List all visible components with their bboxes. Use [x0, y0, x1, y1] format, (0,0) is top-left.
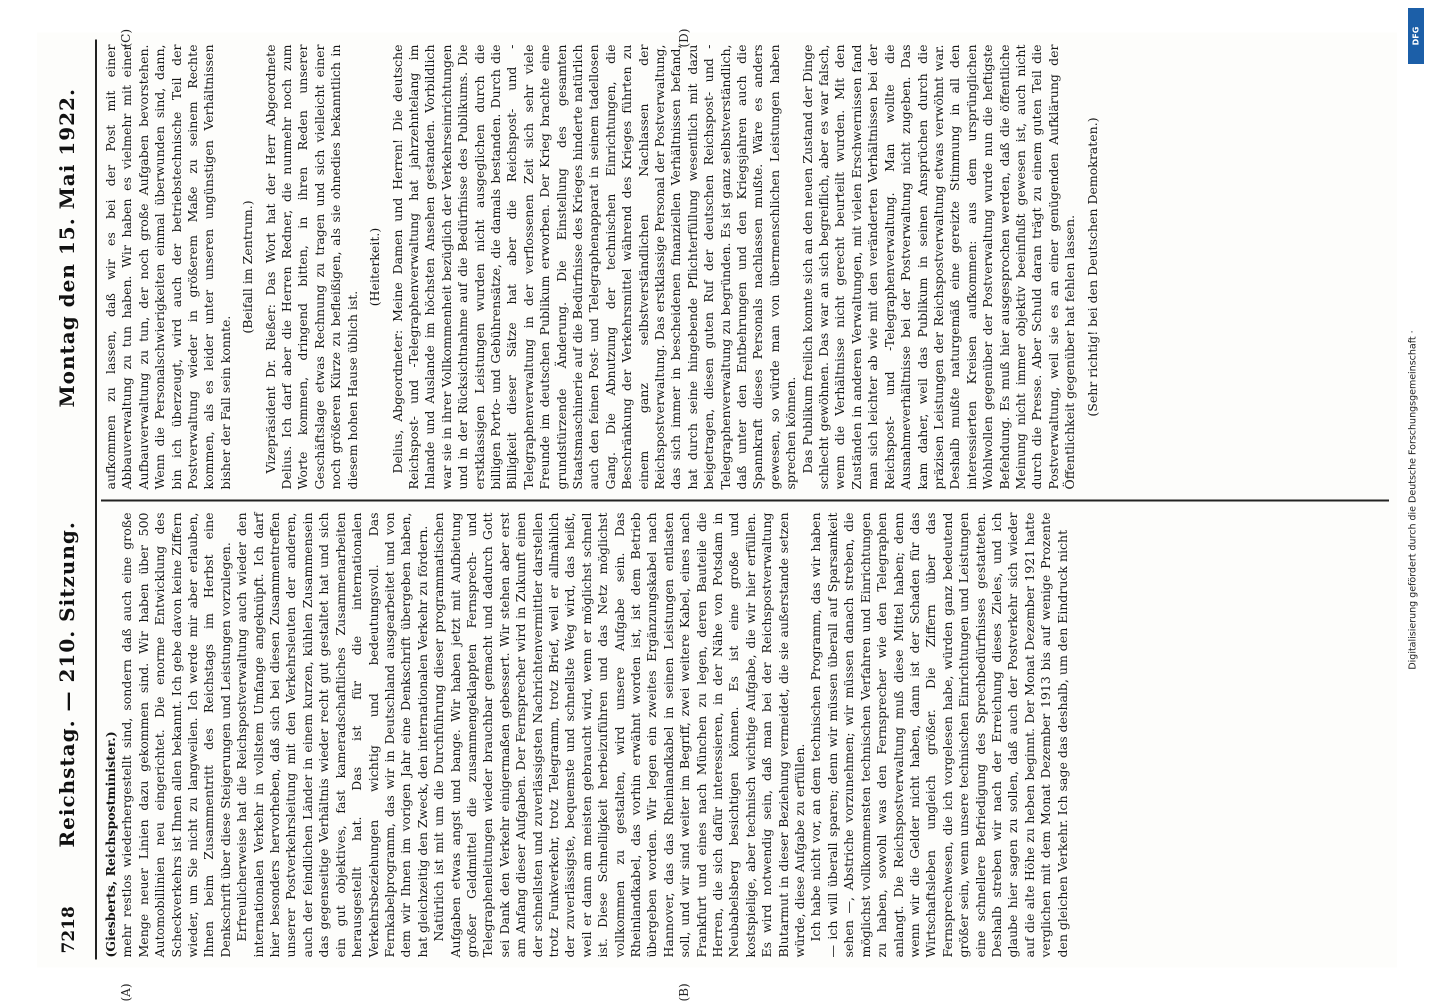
margin-mark-b: (B) [677, 983, 691, 1002]
paragraph: Das Publikum freilich konnte sich an den neuen Zustand der Dinge schlecht gewöhnen. Das war an sich begreiflich, aber es war falsch, wenn die Verhältnisse nicht gerecht beurteilt wurden. Mit den Zuständen in anderen Verwaltungen, mit vielen Erschwernissen fand man sich leichter ab wie mit den veränderten Verhältnissen bei der Reichspost- und -Telegraphenverwaltung. Man wollte die Ausnahmeverhältnisse bei der Postverwaltung nicht zugeben. Das kam daher, weil das Publikum in seinen Ansprüchen durch die präzisen Leistungen der Reichspostverwaltung etwas verwöhnt war. Deshalb mußte naturgemäß eine gereizte Stimmung in all den interessierten Kreisen aufkommen: aus dem ursprünglichen Wohlwollen gegenüber der Postverwaltung wurde nun die heftigste Befehdung. Es muß hier ausgesprochen werden, daß die öffentliche Meinung nicht immer objektiv beeinflußt gewesen ist, auch nicht durch die Presse. Aber Schuld daran trägt zu einem guten Teil die Postverwaltung, weil sie es an einer genügenden Aufklärung der Öffentlichkeit gegenüber hat fehlen lassen. [799, 44, 1078, 490]
margin-mark-c: (C) [119, 28, 133, 48]
interjection: (Beifall im Zentrum.) [240, 200, 256, 334]
margin-mark-a: (A) [119, 983, 133, 1002]
interjection: (Sehr richtig! bei den Deutschen Demokraten.) [1084, 117, 1100, 417]
credit-text: Digitalisierung gefördert durch die Deutsche Forschungsgemeinschaft · [1407, 330, 1419, 670]
paragraph: Ich habe nicht vor, an dem technischen Programm, das wir haben — ich will überall sparen; denn wir müssen überall auf Sparsamkeit sehen —, Abstriche vorzunehmen; wir müssen danach streben, die möglichst vollkommensten technischen Verfahren und Einrichtungen zu haben, sowohl was den Fernsprecher wie den Telegraphen anlangt. Die Reichspostverwaltung muß diese Mittel haben; denn wenn wir die Gelder nicht haben, dann ist der Schaden für das Wirtschaftsleben ungleich größer. Die Ziffern über das Fernsprechwesen, die ich vorgelesen habe, würden ganz bedeutend größer sein, wenn unsere technischen Einrichtungen und Leistungen eine schnellere Befriedigung des Sprechbedürfnisses gestatteten. Deshalb streben wir nach der Erreichung dieses Zieles, und ich glaube hier sagen zu sollen, daß auch der Postverkehr sich wieder auf die alte Höhe zu heben beginnt. Der Monat Dezember 1921 hatte verglichen mit dem Monat Dezember 1913 bis auf wenige Prozente den gleichen Verkehr. Ich sage das deshalb, um den Eindruck nicht [808, 512, 1070, 958]
header-rule [95, 40, 97, 960]
speaker-lead: (Giesberts, Reichspostminister.) [103, 731, 118, 958]
page-header [37, 33, 99, 968]
right-column [103, 45, 1107, 490]
margin-mark-d: (D) [677, 28, 691, 48]
column-divider [101, 500, 1389, 502]
digitization-credit [1398, 8, 1428, 992]
session-date: Montag den 15. Mai 1922. [55, 88, 79, 408]
dfg-logo: DFG [1408, 8, 1424, 64]
paragraph: Erfreulicherweise hat die Reichspostverwaltung auch wieder den internationalen Verkehr in vollstem Umfange angeknüpft. Ich darf hier besonders hervorheben, daß sich bei diesen Zusammentreffen unserer Postverkehrsleitung mit den Verkehrsleuten der anderen, auch der feindlichen Länder in einem kurzen, kühlen Zusammensein das gegenseitige Verhältnis wieder recht gut gestaltet hat und sich ein gut objektives, fast kameradschaftliches Zusammenarbeiten herausgestellt hat. Das ist für die internationalen Verkehrsbeziehungen wichtig und bedeutungsvoll. Das Fernkabelprogramm, das wir in Deutschland ausgearbeitet und von dem wir Ihnen im vorigen Jahr eine Denkschrift übergeben haben, hat gleichzeitig den Zweck, den internationalen Verkehr zu fördern. [234, 512, 430, 958]
rotated-document-page [37, 28, 1397, 1002]
paragraph: Vizepräsident Dr. Rießer: Das Wort hat der Herr Abgeordnete Delius. Ich darf aber die Herren Redner, die nunmehr noch zum Worte kommen, dringend bitten, in ihren Reden unserer Geschäftslage etwas Rechnung zu tragen und sich vielleicht einer noch größeren Kürze zu befleißigen, als sie ohnedies bekanntlich in diesem hohen Hause üblich ist. [262, 44, 360, 490]
paragraph: Delius, Abgeordneter: Meine Damen und Herren! Die deutsche Reichspost- und -Telegraphenverwaltung hat jahrzehntelang im Inlande und Auslande im höchsten Ansehen gestanden. Vorbildlich war sie in ihrer Vollkommenheit bezüglich der Verkehrseinrichtungen und in der Rücksichtnahme auf die Bedürfnisse des Publikums. Die erstklassigen Leistungen wurden nicht ausgeglichen durch die billigen Porto- und Gebührensätze, die damals bestanden. Durch die Billigkeit dieser Sätze hat aber die Reichspost- und -Telegraphenverwaltung in der verflossenen Zeit sich sehr viele Freunde im deutschen Publikum erworben. Der Krieg brachte eine grundstürzende Änderung. Die Einstellung des gesamten Staatsmaschinerie auf die Bedürfnisse des Krieges hinderte natürlich auch den feinen Post- und Telegraphenapparat in seinem tadellosen Gang. Die Abnutzung der technischen Einrichtungen, die Beschränkung der Verkehrsmittel während des Krieges führten zu einem ganz selbstverständlichen Nachlassen der Reichspostverwaltung. Das erstklassige Personal der Postverwaltung, das sich immer in bescheidenen finanziellen Verhältnissen befand, hat durch seine hingebende Pflichterfüllung wesentlich mit dazu beigetragen, diesen guten Ruf der deutschen Reichspost- und -Telegraphenverwaltung zu begründen. Es ist ganz selbstverständlich, daß unter den Entbehrungen und den Kriegsjahren auch die Spannkraft dieses Personals nachlassen mußte. Wäre es anders gewesen, so würde man von übermenschlichen Leistungen haben sprechen können. [389, 44, 799, 490]
page-number: 7218 [59, 906, 79, 954]
left-column [103, 513, 1071, 958]
paragraph: Natürlich ist mit um die Durchführung dieser programmatischen Aufgaben etwas angst und bange. Wir haben jetzt mit Aufbietung großer Geldmittel die zusammengeklappten Fernsprech- und Telegraphenleitungen wieder brauchbar gemacht und dadurch Gott sei Dank den Verkehr einigermaßen gebessert. Wir stehen aber erst am Anfang dieser Aufgaben. Der Fernsprecher wird in Zukunft einen der schnellsten und zuverlässigsten Nachrichtenvermittler darstellen trotz Funkverkehr, trotz Telegramm, trotz Brief, weil er allmählich der zuverlässigste, bequemste und schnellste Weg wird, das heißt, weil er dann am meisten gebraucht wird, wenn er möglichst schnell ist. Diese Schnelligkeit herbeizuführen und das Netz möglichst vollkommen zu gestalten, wird unsere Aufgabe sein. Das Rheinlandkabel, das vorhin erwähnt worden ist, ist dem Betrieb übergeben worden. Wir legen ein zweites Ergänzungskabel nach Hannover, das das Rheinlandkabel in seinen Leistungen entlasten soll, und wir sind weiter im Begriff, zwei weitere Kabel, eines nach Frankfurt und eines nach München zu legen, deren Bauteile die Herren, die sich dafür interessieren, in der Nähe von Potsdam in Neubabelsberg besichtigen können. Es ist eine große und kostspielige, aber technisch wichtige Aufgabe, die wir hier erfüllen. Es wird notwendig sein, daß man bei der Reichspostverwaltung Blutarmut in dieser Beziehung vermeidet, die sie außerstande setzen würde, diese Aufgabe zu erfüllen. [431, 512, 808, 958]
interjection: (Heiterkeit.) [367, 227, 383, 307]
paragraph: aufkommen zu lassen, daß wir es bei der Post mit einer Abbauverwaltung zu tun haben. Wir haben es vielmehr mit einer Aufbauverwaltung zu tun, der noch große Aufgaben bevorstehen. Wenn die Personalschwierigkeiten einmal überwunden sind, dann, bin ich überzeugt, wird auch der betriebstechnische Teil der Postverwaltung wieder in größerem Maße zu seinem Rechte kommen, als es leider unter unseren ungünstigen Verhältnissen bisher der Fall sein konnte. [103, 44, 233, 490]
session-title: Reichstag. — 210. Sitzung. [55, 521, 79, 848]
paragraph: mehr restlos wiederhergestellt sind, sondern daß auch eine große Menge neuer Linien dazu gekommen sind. Wir haben über 500 Automobillinien neu eingerichtet. Die enorme Entwicklung des Scheckverkehrs ist Ihnen allen bekannt. Ich gebe davon keine Ziffern wieder, um Sie nicht zu langweilen. Ich werde mir aber erlauben, Ihnen beim Zusammentritt des Reichstags im Herbst eine Denkschrift über diese Steigerungen und Leistungen vorzulegen. [119, 512, 233, 958]
